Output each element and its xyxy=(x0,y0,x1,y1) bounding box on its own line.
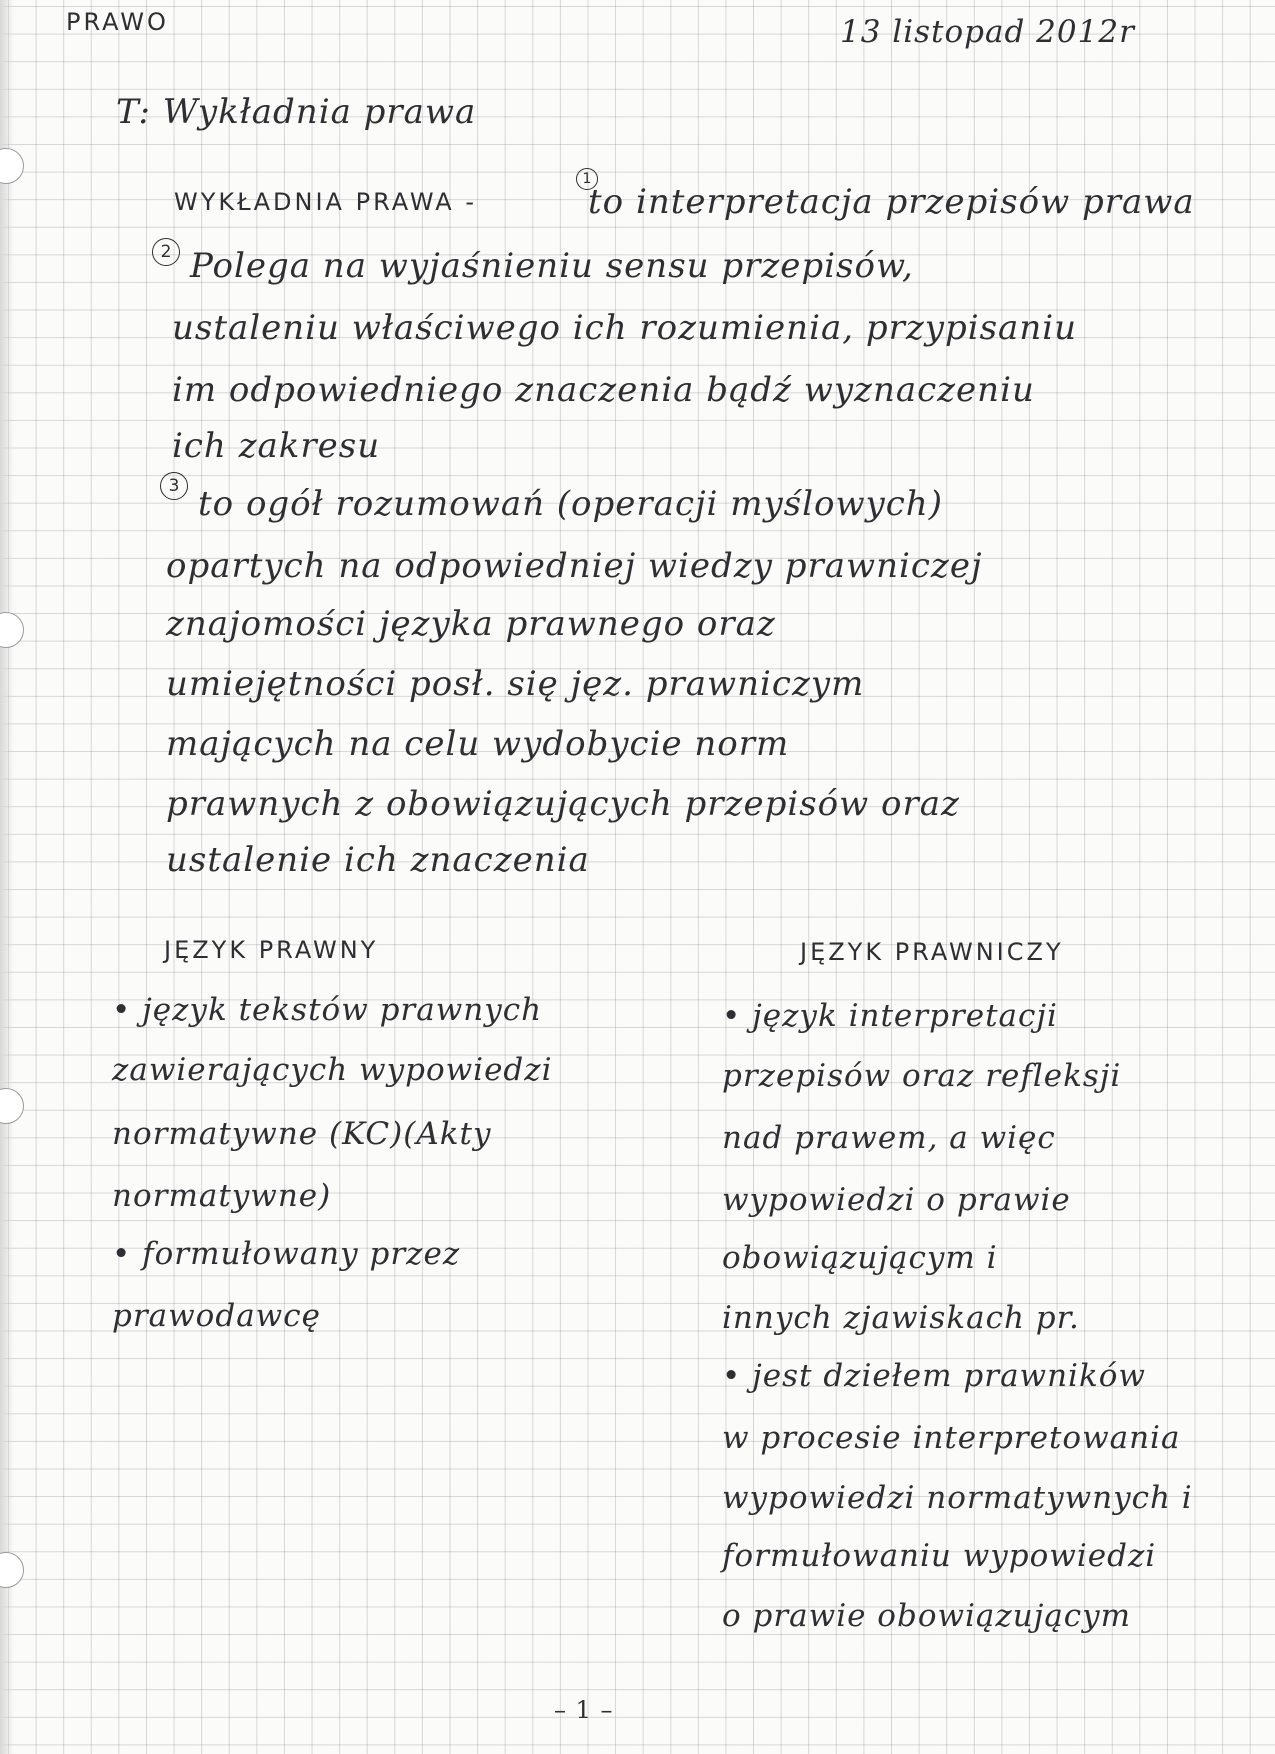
marker-3: 3 xyxy=(160,472,188,500)
definition-point-3-line: znajomości języka prawnego oraz xyxy=(166,604,776,644)
definition-point-3-line: to ogół rozumowań (operacji myślowych) xyxy=(198,484,943,524)
right-column-line: wypowiedzi o prawie xyxy=(722,1182,1071,1218)
definition-point-2-line: ustaleniu właściwego ich rozumienia, przypisaniu xyxy=(172,308,1077,348)
subject-label: PRAWO xyxy=(66,8,169,36)
right-column-heading: JĘZYK PRAWNICZY xyxy=(800,938,1064,966)
definition-point-2-line: im odpowiedniego znaczenia bądź wyznaczeniu xyxy=(172,370,1035,410)
definition-point-3-line: ustalenie ich znaczenia xyxy=(166,840,590,880)
definition-point-1: to interpretacja przepisów prawa xyxy=(588,182,1195,222)
left-column-line: normatywne (KC)(Akty xyxy=(112,1116,492,1152)
definition-point-3-line: prawnych z obowiązujących przepisów oraz xyxy=(166,784,960,824)
right-column-line: formułowaniu wypowiedzi xyxy=(722,1538,1157,1574)
topic-title: T: Wykładnia prawa xyxy=(116,92,477,132)
marker-2: 2 xyxy=(152,238,180,266)
left-column-line: zawierających wypowiedzi xyxy=(112,1052,553,1088)
right-column-line: w procesie interpretowania xyxy=(722,1420,1181,1456)
left-column-line: prawodawcę xyxy=(112,1298,321,1334)
right-column-line: • język interpretacji xyxy=(722,998,1058,1034)
left-column-line: • język tekstów prawnych xyxy=(112,992,543,1028)
right-column-line: obowiązującym i xyxy=(722,1240,998,1276)
definition-point-3-line: opartych na odpowiedniej wiedzy prawniczej xyxy=(166,546,983,586)
marker-1: 1 xyxy=(576,168,598,190)
left-column-line: normatywne) xyxy=(112,1178,332,1214)
paper-edge xyxy=(0,0,14,1754)
right-column-line: o prawie obowiązującym xyxy=(722,1598,1132,1634)
right-column-line: innych zjawiskach pr. xyxy=(722,1300,1080,1336)
page-number: – 1 – xyxy=(554,1696,614,1724)
definition-point-3-line: umiejętności posł. się jęz. prawniczym xyxy=(166,664,865,704)
right-column-line: przepisów oraz refleksji xyxy=(722,1058,1122,1094)
left-column-heading: JĘZYK PRAWNY xyxy=(164,936,379,964)
right-column-line: wypowiedzi normatywnych i xyxy=(722,1480,1193,1516)
right-column-line: • jest dziełem prawników xyxy=(722,1358,1146,1394)
definition-point-2-line: ich zakresu xyxy=(172,426,381,466)
definition-term: WYKŁADNIA PRAWA - xyxy=(174,188,477,216)
right-column-line: nad prawem, a więc xyxy=(722,1120,1056,1156)
definition-point-3-line: mających na celu wydobycie norm xyxy=(166,724,790,764)
left-column-line: • formułowany przez xyxy=(112,1236,461,1272)
date-label: 13 listopad 2012r xyxy=(840,14,1135,50)
definition-point-2-line: Polega na wyjaśnieniu sensu przepisów, xyxy=(190,246,914,286)
